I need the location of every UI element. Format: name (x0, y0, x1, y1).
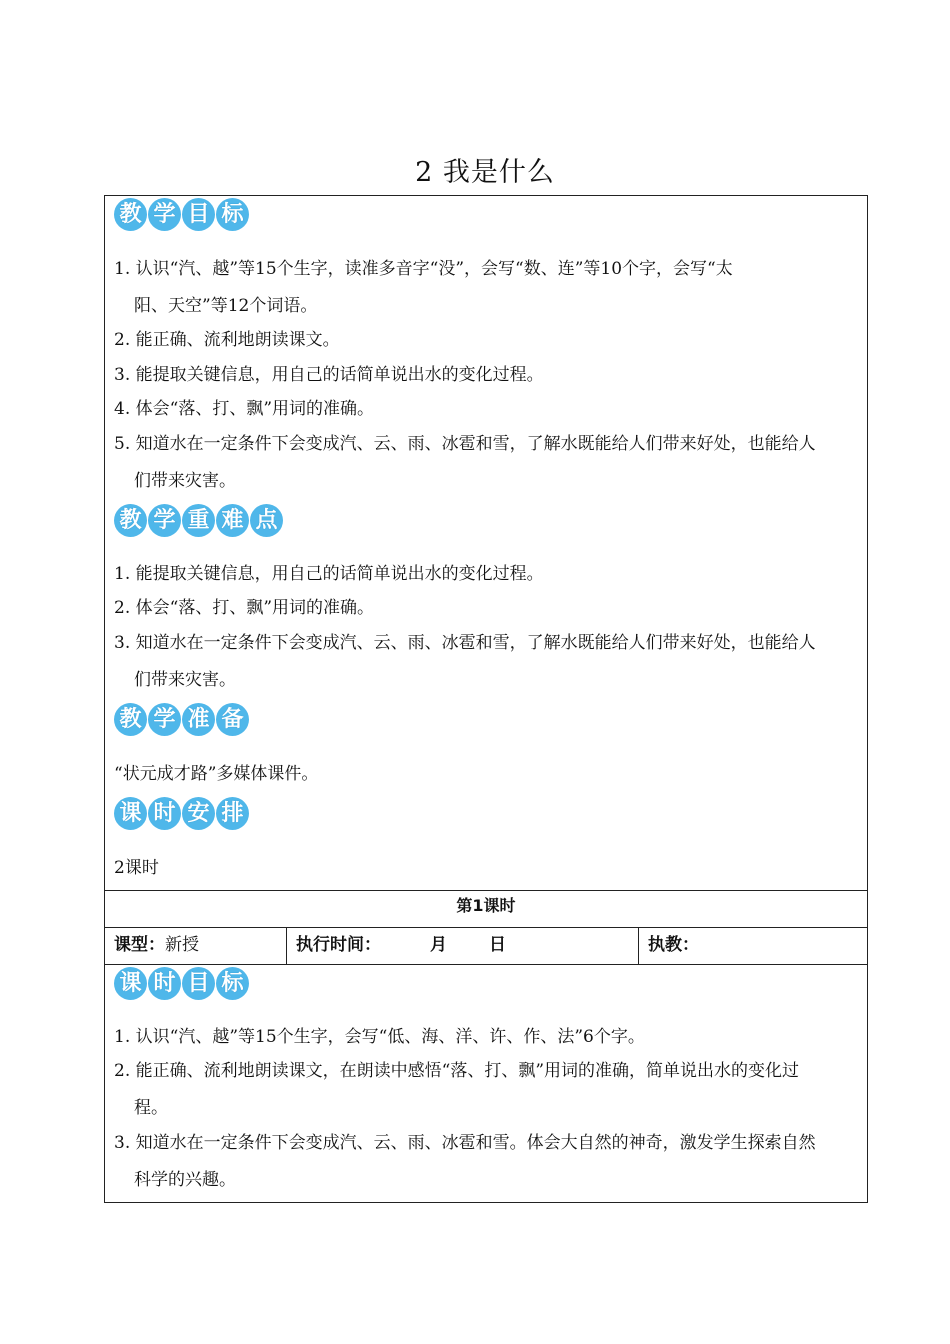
section-badge-keypoints (114, 504, 283, 537)
goal-line: 5. 知道水在一定条件下会变成汽、云、雨、冰雹和雪，了解水既能给人们带来好处，也能给人 (114, 434, 816, 454)
lesson-header: 第1课时 (456, 896, 516, 915)
badge-char: 标 (216, 198, 249, 231)
goal-line: 们带来灾害。 (134, 471, 236, 491)
badge-char: 时 (148, 797, 181, 830)
keypoint-line: 3. 知道水在一定条件下会变成汽、云、雨、冰雹和雪，了解水既能给人们带来好处，也能给人 (114, 633, 816, 653)
badge-char: 教 (114, 703, 147, 736)
badge-char: 学 (148, 703, 181, 736)
badge-char: 学 (148, 198, 181, 231)
lesson-goal-line: 2. 能正确、流利地朗读课文，在朗读中感悟“落、打、飘”用词的准确，简单说出水的变化过 (114, 1061, 800, 1081)
keypoint-line: 1. 能提取关键信息，用自己的话简单说出水的变化过程。 (114, 564, 544, 584)
badge-char: 时 (148, 967, 181, 1000)
badge-char: 课 (114, 797, 147, 830)
divider (104, 927, 868, 928)
day-label: 日 (489, 935, 506, 955)
badge-char: 重 (182, 504, 215, 537)
lesson-goal-line: 3. 知道水在一定条件下会变成汽、云、雨、冰雹和雪。体会大自然的神奇，激发学生探索自然 (114, 1133, 816, 1153)
lesson-goal-line: 科学的兴趣。 (134, 1170, 236, 1190)
goal-line: 4. 体会“落、打、飘”用词的准确。 (114, 399, 375, 419)
badge-char: 安 (182, 797, 215, 830)
section-badge-schedule (114, 797, 249, 830)
badge-char: 难 (216, 504, 249, 537)
lesson-goal-line: 程。 (134, 1098, 168, 1118)
badge-char: 标 (216, 967, 249, 1000)
prep-text: “状元成才路”多媒体课件。 (114, 764, 319, 784)
badge-char: 教 (114, 198, 147, 231)
divider (638, 927, 639, 964)
goal-line: 2. 能正确、流利地朗读课文。 (114, 330, 340, 350)
badge-char: 目 (182, 967, 215, 1000)
month-label: 月 (430, 935, 447, 955)
keypoint-line: 2. 体会“落、打、飘”用词的准确。 (114, 598, 375, 618)
badge-char: 准 (182, 703, 215, 736)
lesson-type-label: 课型： (114, 935, 165, 955)
keypoint-line: 们带来灾害。 (134, 670, 236, 690)
badge-char: 课 (114, 967, 147, 1000)
lesson-type-cell (114, 930, 199, 955)
lesson-type-value: 新授 (165, 935, 199, 955)
badge-char: 目 (182, 198, 215, 231)
section-badge-goals (114, 198, 249, 231)
section-badge-prep (114, 703, 249, 736)
divider (104, 890, 868, 891)
goal-line: 1. 认识“汽、越”等15个生字，读准多音字“没”，会写“数、连”等10个字，会写“太 (114, 259, 733, 279)
teacher-label: 执教： (648, 935, 699, 955)
schedule-text: 2课时 (114, 858, 159, 878)
badge-char: 备 (216, 703, 249, 736)
badge-char: 学 (148, 504, 181, 537)
goal-line: 阳、天空”等12个词语。 (134, 296, 318, 316)
badge-char: 排 (216, 797, 249, 830)
exec-time-label: 执行时间： (296, 935, 381, 955)
badge-char: 教 (114, 504, 147, 537)
page-title: 2 我是什么 (415, 157, 555, 188)
divider (286, 927, 287, 964)
lesson-goal-line: 1. 认识“汽、越”等15个生字，会写“低、海、洋、许、作、法”6个字。 (114, 1027, 645, 1047)
goal-line: 3. 能提取关键信息，用自己的话简单说出水的变化过程。 (114, 365, 544, 385)
divider (104, 964, 868, 965)
badge-char: 点 (250, 504, 283, 537)
section-badge-lesson-goals (114, 967, 249, 1000)
